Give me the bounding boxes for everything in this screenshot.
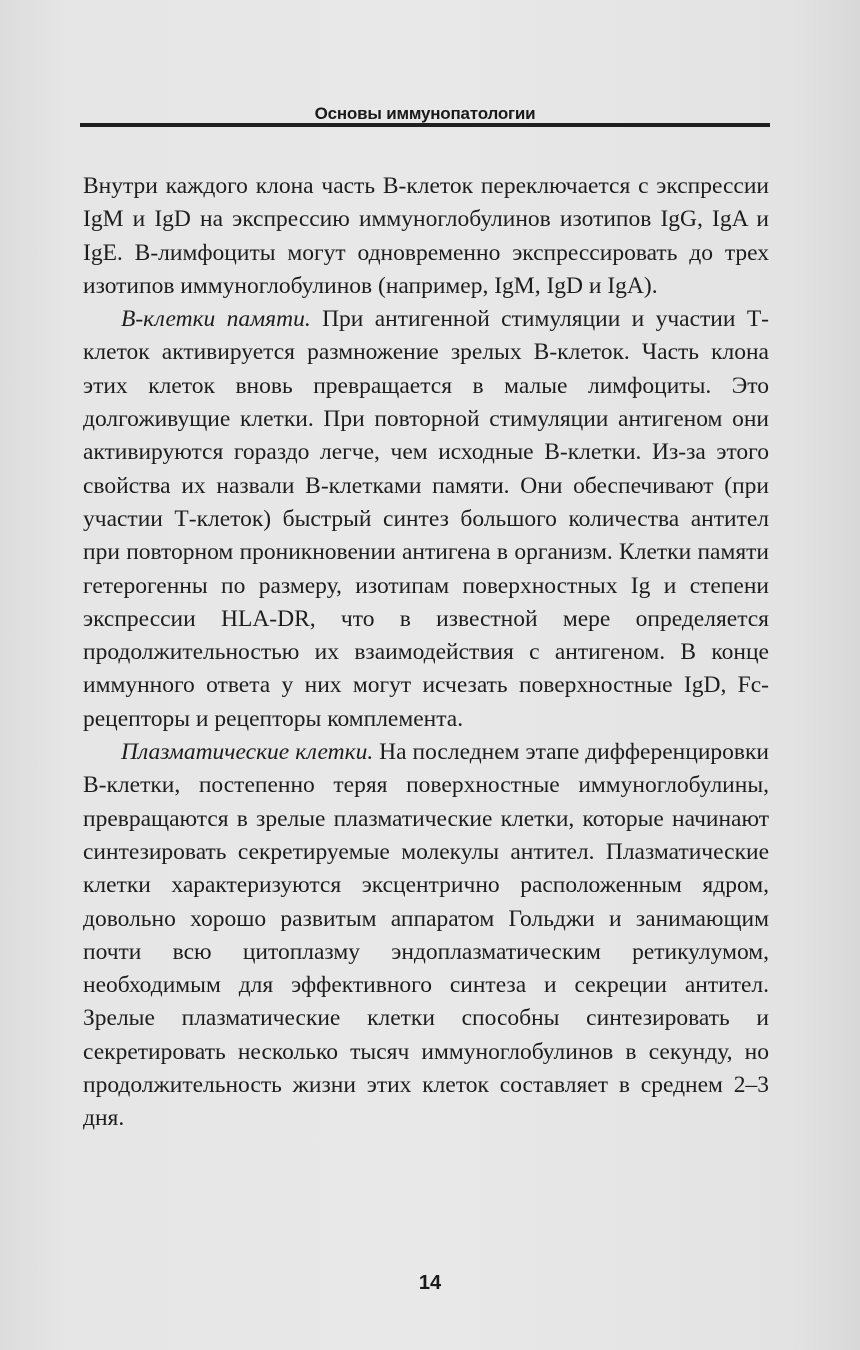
paragraph-2-lead: B-клетки памяти. [121, 306, 311, 333]
paragraph-3-text: На последнем этапе дифференцировки B-клетки, постепенно теряя поверхностные иммуноглобулины, превращаются в зрелые плазматические клетки, которые начинают синтезировать секретируемые молекулы антител. Плазматические клетки характеризуются эксцентрично расположенным ядром, довольно хорошо развитым аппаратом Гольджи и занимающим почти всю цитоплазму эндоплазматическим ретикулумом, необходимым для эффективного синтеза и секреции антител. Зрелые плазматические клетки способны синтезировать и секретировать несколько тысяч иммуноглобулинов в секунду, но продолжительность жизни этих клеток составляет в среднем 2–3 дня. [83, 739, 769, 1132]
header-rule [80, 123, 770, 127]
paragraph-2 [83, 303, 769, 736]
paragraph-3-lead: Плазматические клетки. [121, 739, 374, 766]
paragraph-1 [83, 170, 769, 303]
running-head: Основы иммунопатологии [314, 104, 536, 123]
paragraph-2-text: При антигенной стимуляции и участии Т-клеток активируется размножение зрелых B-клеток. Часть клона этих клеток вновь превращается в малые лимфоциты. Это долгоживущие клетки. При повторной стимуляции антигеном они активируются гораздо легче, чем исходные B-клетки. Из-за этого свойства их назвали B-клетками памяти. Они обеспечивают (при участии Т-клеток) быстрый синтез большого количества антител при повторном проникновении антигена в организм. Клетки памяти гетерогенны по размеру, изотипам поверхностных Ig и степени экспрессии HLA-DR, что в известной мере определяется продолжительностью их взаимодействия с антигеном. В конце иммунного ответа у них могут исчезать поверхностные IgD, Fc-рецепторы и рецепторы комплемента. [83, 306, 769, 732]
page-number: 14 [418, 1272, 442, 1294]
paragraph-3 [83, 736, 769, 1136]
body-text [83, 170, 769, 1136]
paragraph-1-text: Внутри каждого клона часть B-клеток переключается с экспрессии IgM и IgD на экспрессию иммуноглобулинов изотипов IgG, IgA и IgE. B-лимфоциты могут одновременно экспрессировать до трех изотипов иммуноглобулинов (например, IgM, IgD и IgA). [83, 173, 769, 299]
